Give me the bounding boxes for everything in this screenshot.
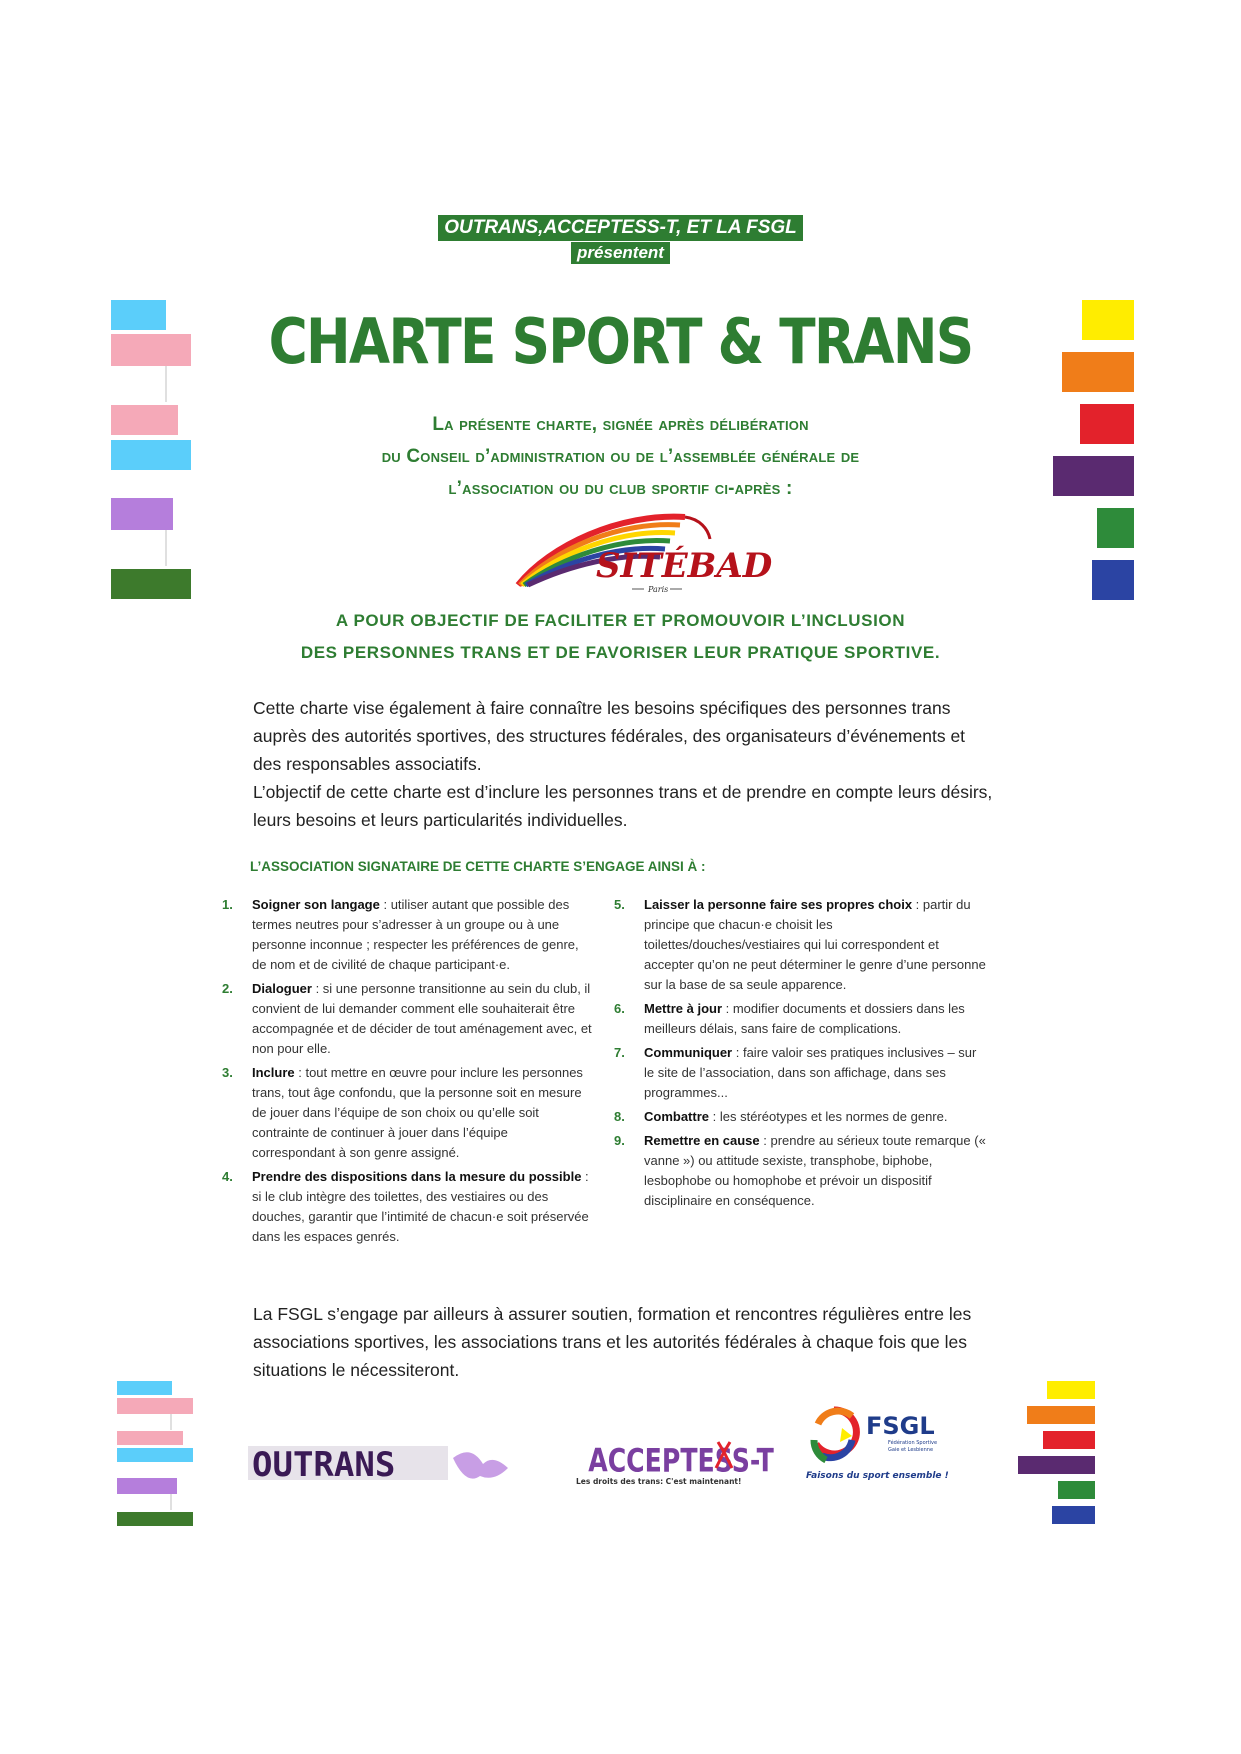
fsgl-subtitle-2: Gaie et Lesbienne [888, 1447, 934, 1453]
intro-line-3: l’association ou du club sportif ci-après : [448, 478, 793, 499]
engagement-number: 5. [614, 897, 625, 912]
rainbow-bar [1052, 1506, 1095, 1524]
fsgl-tagline: Faisons du sport ensemble ! [806, 1471, 949, 1481]
flag-bar [117, 1478, 177, 1494]
rainbow-bar [1027, 1406, 1095, 1424]
flag-bar [117, 1398, 193, 1414]
intro-line-2: du Conseil d’administration ou de l’assemblée générale de [381, 446, 860, 467]
rainbow-bar [1043, 1431, 1095, 1449]
presenters-band [0, 215, 1241, 241]
club-logo-sitebad [510, 505, 773, 602]
flag-line [170, 1494, 172, 1510]
engagement-number: 4. [222, 1169, 233, 1184]
flag-bar [111, 569, 191, 599]
body-paragraph-2: L’objectif de cette charte est d’inclure les personnes trans et de prendre en compte leurs désirs, leurs besoins et leurs particularités individuelles. [253, 782, 993, 830]
rainbow-bar [1047, 1381, 1095, 1399]
engagement-item [222, 979, 594, 1059]
engagement-title: Combattre [644, 1109, 710, 1124]
flag-line [165, 366, 167, 402]
body-text [253, 694, 993, 834]
engagement-title: Communiquer [644, 1045, 733, 1060]
engagement-text: : tout mettre en œuvre pour inclure les personnes trans, tout âge confondu, que la personne soit en mesure de jouer dans l’équipe de son choix ou qu’elle soit contrainte de continuer à jouer dans l’équipe correspondant à son genre assigné. [252, 1065, 583, 1160]
footer-text: La FSGL s’engage par ailleurs à assurer soutien, formation et rencontres régulières entre les associations sportives, les associations trans et les autorités fédérales à chaque fois que les situations le nécessiteront. [253, 1304, 972, 1380]
engagement-title: Dialoguer [252, 981, 312, 996]
sitebad-name: SITÉBAD [596, 546, 773, 586]
engagement-item [614, 1131, 986, 1211]
flag-bar [117, 1431, 183, 1445]
engagement-title: Prendre des dispositions dans la mesure du possible [252, 1169, 582, 1184]
rainbow-bar [1082, 300, 1134, 340]
engagement-title: Laisser la personne faire ses propres choix [644, 897, 913, 912]
fsgl-name: FSGL [866, 1412, 935, 1440]
flag-bar [111, 440, 191, 470]
engagement-item [222, 1063, 594, 1163]
engagement-item [614, 1043, 986, 1103]
outrans-text: OUTRANS [252, 1445, 396, 1485]
flag-bar [111, 334, 191, 366]
engagement-number: 3. [222, 1065, 233, 1080]
engagement-item [222, 895, 594, 975]
fsgl-subtitle-1: Fédération Sportive [888, 1440, 938, 1446]
engagement-item [222, 1167, 594, 1247]
engagement-heading: L’ASSOCIATION SIGNATAIRE DE CETTE CHARTE S’ENGAGE AINSI À : [250, 859, 706, 874]
flag-bar [117, 1448, 193, 1462]
rainbow-bar [1018, 1456, 1095, 1474]
objective-line-2: DES PERSONNES TRANS ET DE FAVORISER LEUR PRATIQUE SPORTIVE. [300, 643, 941, 662]
engagement-number: 2. [222, 981, 233, 996]
engagement-text: : faire valoir ses pratiques inclusives – sur le site de l’association, dans son affichage, dans ses programmes... [644, 1045, 977, 1100]
engagement-number: 9. [614, 1133, 625, 1148]
rainbow-bar [1062, 352, 1134, 392]
flag-bar [111, 405, 178, 435]
engagement-text: : utiliser autant que possible des termes neutres pour s’adresser à un groupe ou à une personne inconnue ; respecter les préférences de genre, de nom et de civilité de chaque participant·e. [252, 897, 579, 972]
engagement-number: 1. [222, 897, 233, 912]
engagement-list-left [222, 895, 594, 1251]
outrans-logo [248, 1438, 513, 1495]
engagement-text: : si une personne transitionne au sein du club, il convient de lui demander comment elle souhaiterait être accompagnée et de décider de tout aménagement avec, et non pour elle. [252, 981, 592, 1056]
flag-bar [111, 300, 166, 330]
engagement-number: 6. [614, 1001, 625, 1016]
engagement-item [614, 999, 986, 1039]
engagement-title: Inclure [252, 1065, 295, 1080]
engagement-title: Remettre en cause [644, 1133, 760, 1148]
engagement-item [614, 895, 986, 995]
presentent-band [0, 242, 1241, 264]
engagement-number: 7. [614, 1045, 625, 1060]
flag-line [170, 1414, 172, 1430]
acceptess-logo [572, 1428, 774, 1493]
presentent-label: présentent [571, 242, 670, 264]
rainbow-bar [1080, 404, 1134, 444]
fsgl-logo [802, 1400, 949, 1489]
sitebad-city: Paris [648, 585, 669, 594]
engagement-title: Mettre à jour [644, 1001, 723, 1016]
flag-line [165, 530, 167, 566]
flag-bar [117, 1381, 172, 1395]
engagement-text: : modifier documents et dossiers dans les meilleurs délais, sans faire de complications. [644, 1001, 965, 1036]
engagement-item [614, 1107, 986, 1127]
acceptess-tagline: Les droits des trans: C'est maintenant! [576, 1477, 742, 1486]
presenters-label: OUTRANS,ACCEPTESS-T, ET LA FSGL [438, 215, 803, 241]
intro-line-1: La présente charte, signée après délibération [432, 414, 809, 435]
engagement-number: 8. [614, 1109, 625, 1124]
rainbow-bar [1053, 456, 1134, 496]
engagement-text: : partir du principe que chacun·e choisit les toilettes/douches/vestiaires qui lui correspondent et accepter qu’on ne peut déterminer le genre d’une personne sur la base de sa seule apparence. [644, 897, 986, 992]
body-paragraph-1: Cette charte vise également à faire connaître les besoins spécifiques des personnes trans auprès des autorités sportives, des structures fédérales, des organisateurs d’événements et des responsables associatifs. [253, 698, 966, 774]
rainbow-bar [1058, 1481, 1095, 1499]
acceptess-name: ACCEPTESS-T [588, 1441, 774, 1480]
engagement-text: : les stéréotypes et les normes de genre. [709, 1109, 948, 1124]
rainbow-bar [1092, 560, 1134, 600]
engagement-text: : si le club intègre des toilettes, des vestiaires ou des douches, garantir que l’intimité de chacun·e soit préservée dans les espaces genrés. [252, 1169, 589, 1244]
flag-bar [111, 498, 173, 530]
page-title: CHARTE SPORT & TRANS [268, 305, 973, 378]
engagement-title: Soigner son langage [252, 897, 380, 912]
engagement-list-right [614, 895, 986, 1215]
engagement-text: : prendre au sérieux toute remarque (« vanne ») ou attitude sexiste, transphobe, biphobe, lesbophobe ou homophobe et prévoir un dispositif disciplinaire en conséquence. [644, 1133, 986, 1208]
flag-bar [117, 1512, 193, 1526]
rainbow-bar [1097, 508, 1134, 548]
objective-line-1: A POUR OBJECTIF DE FACILITER ET PROMOUVOIR L’INCLUSION [335, 611, 906, 630]
